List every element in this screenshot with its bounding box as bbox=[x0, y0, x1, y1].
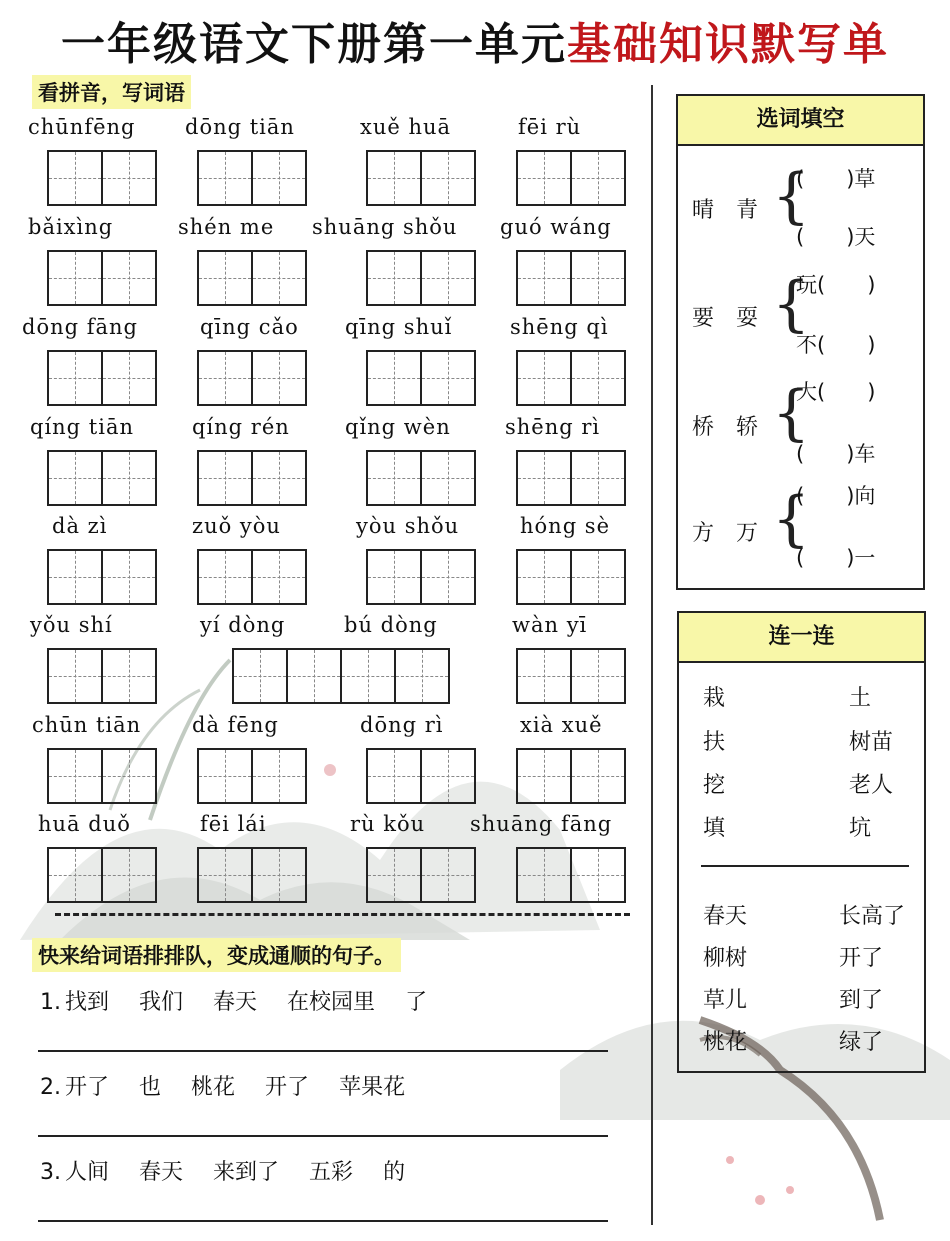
matching-box bbox=[677, 611, 926, 1073]
char-pair bbox=[692, 301, 780, 332]
char: 桥 bbox=[692, 415, 715, 440]
pinyin-row bbox=[0, 613, 650, 649]
pinyin-word: qíng tiān bbox=[30, 415, 135, 439]
writing-grid bbox=[47, 250, 155, 306]
pinyin-row bbox=[0, 315, 650, 351]
match-item[interactable]: 坑 bbox=[849, 816, 872, 841]
pinyin-word: fēi lái bbox=[200, 812, 267, 836]
writing-cell[interactable] bbox=[101, 250, 157, 306]
pinyin-word: xià xuě bbox=[520, 713, 603, 737]
writing-cell[interactable] bbox=[47, 450, 103, 506]
writing-cell[interactable] bbox=[251, 350, 307, 406]
writing-cell[interactable] bbox=[516, 450, 572, 506]
pinyin-word: rù kǒu bbox=[350, 812, 426, 836]
word: 苹果花 bbox=[339, 1075, 406, 1100]
writing-cell[interactable] bbox=[47, 847, 103, 903]
writing-cell[interactable] bbox=[570, 450, 626, 506]
writing-cell[interactable] bbox=[101, 450, 157, 506]
pinyin-word: dà zì bbox=[52, 514, 108, 538]
pinyin-word: qīng shuǐ bbox=[345, 315, 453, 339]
writing-grid bbox=[516, 648, 624, 704]
writing-cell[interactable] bbox=[570, 250, 626, 306]
pinyin-word: guó wáng bbox=[500, 215, 612, 239]
char: 青 bbox=[736, 198, 759, 223]
brace-icon: { bbox=[772, 161, 811, 231]
pinyin-word: qīng cǎo bbox=[200, 315, 299, 339]
writing-grid bbox=[197, 549, 305, 605]
writing-grid bbox=[47, 549, 155, 605]
writing-cell[interactable] bbox=[47, 350, 103, 406]
writing-grid bbox=[232, 648, 448, 704]
match-item[interactable]: 栽 bbox=[703, 686, 726, 711]
match-item[interactable]: 树苗 bbox=[849, 730, 894, 755]
matching-title: 连一连 bbox=[679, 613, 924, 663]
char: 万 bbox=[736, 521, 759, 546]
pinyin-word: qǐng wèn bbox=[345, 415, 451, 439]
writing-grid bbox=[47, 150, 155, 206]
word: 春天 bbox=[139, 1160, 184, 1185]
writing-cell[interactable] bbox=[420, 748, 476, 804]
word: 人间 bbox=[65, 1160, 110, 1185]
writing-cell[interactable] bbox=[101, 847, 157, 903]
char: 要 bbox=[692, 306, 715, 331]
pinyin-word: yǒu shí bbox=[30, 613, 113, 637]
fill-option[interactable]: 不( ) bbox=[796, 333, 876, 357]
writing-grid bbox=[366, 847, 474, 903]
pinyin-word: shēng qì bbox=[510, 315, 609, 339]
writing-cell[interactable] bbox=[251, 450, 307, 506]
pinyin-word: dōng rì bbox=[360, 713, 444, 737]
writing-cell[interactable] bbox=[366, 450, 422, 506]
pinyin-word: shēng rì bbox=[505, 415, 601, 439]
writing-cell[interactable] bbox=[101, 150, 157, 206]
writing-grid bbox=[516, 748, 624, 804]
pinyin-word: zuǒ yòu bbox=[192, 514, 281, 538]
page-title bbox=[0, 8, 950, 72]
pinyin-word: xuě huā bbox=[360, 115, 452, 139]
match-item[interactable]: 开了 bbox=[839, 946, 884, 971]
writing-cell[interactable] bbox=[366, 549, 422, 605]
fill-option[interactable]: ( )向 bbox=[796, 484, 876, 508]
fill-option[interactable]: 玩( ) bbox=[796, 273, 876, 297]
match-item[interactable]: 土 bbox=[849, 686, 872, 711]
char-pair bbox=[692, 410, 780, 441]
pinyin-word: bǎixìng bbox=[28, 215, 114, 239]
matching-divider bbox=[701, 865, 909, 867]
writing-cell[interactable] bbox=[197, 549, 253, 605]
writing-cell[interactable] bbox=[516, 350, 572, 406]
pinyin-word: fēi rù bbox=[518, 115, 582, 139]
sentence-number: 1. bbox=[40, 990, 61, 1015]
writing-cell[interactable] bbox=[101, 350, 157, 406]
pinyin-word: chūn tiān bbox=[32, 713, 142, 737]
writing-cell[interactable] bbox=[101, 648, 157, 704]
answer-line-3[interactable] bbox=[38, 1220, 608, 1222]
match-item[interactable]: 桃花 bbox=[703, 1030, 748, 1055]
writing-grid bbox=[516, 450, 624, 506]
sentence-number: 3. bbox=[40, 1160, 61, 1185]
pinyin-row bbox=[0, 415, 650, 451]
writing-cell[interactable] bbox=[197, 748, 253, 804]
pinyin-word: chūnfēng bbox=[28, 115, 136, 139]
writing-cell[interactable] bbox=[232, 648, 288, 704]
fill-option[interactable]: ( )一 bbox=[796, 546, 876, 570]
writing-grid bbox=[366, 350, 474, 406]
fill-group bbox=[678, 366, 923, 476]
writing-grid bbox=[366, 450, 474, 506]
match-item[interactable]: 柳树 bbox=[703, 946, 748, 971]
writing-cell[interactable] bbox=[570, 350, 626, 406]
writing-cell[interactable] bbox=[101, 748, 157, 804]
word: 春天 bbox=[213, 990, 258, 1015]
pinyin-word: hóng sè bbox=[520, 514, 611, 538]
char-pair bbox=[692, 516, 780, 547]
writing-cell[interactable] bbox=[340, 648, 396, 704]
fill-group bbox=[678, 259, 923, 369]
writing-cell[interactable] bbox=[570, 847, 626, 903]
writing-cell[interactable] bbox=[516, 748, 572, 804]
pinyin-row bbox=[0, 812, 650, 848]
writing-grid bbox=[47, 847, 155, 903]
word: 的 bbox=[383, 1160, 406, 1185]
writing-grid bbox=[516, 150, 624, 206]
sentence-2 bbox=[40, 1070, 435, 1101]
writing-grid bbox=[47, 648, 155, 704]
writing-cell[interactable] bbox=[366, 350, 422, 406]
writing-cell[interactable] bbox=[47, 150, 103, 206]
match-item[interactable]: 老人 bbox=[849, 773, 894, 798]
char: 晴 bbox=[692, 198, 715, 223]
writing-cell[interactable] bbox=[366, 250, 422, 306]
writing-cell[interactable] bbox=[570, 150, 626, 206]
writing-cell[interactable] bbox=[420, 350, 476, 406]
writing-cell[interactable] bbox=[286, 648, 342, 704]
writing-cell[interactable] bbox=[366, 748, 422, 804]
brace-icon: { bbox=[772, 269, 811, 339]
sentence-1 bbox=[40, 985, 457, 1016]
word: 开了 bbox=[65, 1075, 110, 1100]
sentence-number: 2. bbox=[40, 1075, 61, 1100]
pinyin-word: dà fēng bbox=[192, 713, 279, 737]
writing-grid bbox=[47, 450, 155, 506]
writing-cell[interactable] bbox=[47, 648, 103, 704]
writing-grid bbox=[197, 350, 305, 406]
pinyin-word: yòu shǒu bbox=[356, 514, 460, 538]
writing-grid bbox=[197, 450, 305, 506]
writing-cell[interactable] bbox=[420, 150, 476, 206]
writing-cell[interactable] bbox=[251, 748, 307, 804]
fill-in-box bbox=[676, 94, 925, 590]
writing-grid bbox=[516, 549, 624, 605]
char: 耍 bbox=[736, 306, 759, 331]
word: 了 bbox=[405, 990, 428, 1015]
writing-cell[interactable] bbox=[251, 549, 307, 605]
fill-group bbox=[678, 151, 923, 261]
writing-cell[interactable] bbox=[516, 648, 572, 704]
writing-cell[interactable] bbox=[251, 847, 307, 903]
word: 在校园里 bbox=[287, 990, 376, 1015]
writing-grid bbox=[366, 549, 474, 605]
char: 轿 bbox=[736, 415, 759, 440]
pinyin-row bbox=[0, 514, 650, 550]
writing-cell[interactable] bbox=[394, 648, 450, 704]
word: 也 bbox=[139, 1075, 162, 1100]
char-pair bbox=[692, 193, 780, 224]
pinyin-word: shuāng shǒu bbox=[312, 215, 458, 239]
word: 找到 bbox=[65, 990, 110, 1015]
pinyin-word: yí dòng bbox=[200, 613, 286, 637]
writing-cell[interactable] bbox=[516, 150, 572, 206]
match-item[interactable]: 长高了 bbox=[839, 904, 906, 929]
writing-grid bbox=[516, 847, 624, 903]
fill-option[interactable]: ( )草 bbox=[796, 167, 876, 191]
vertical-divider bbox=[651, 85, 653, 1225]
sentence-3 bbox=[40, 1155, 435, 1186]
answer-line-2[interactable] bbox=[38, 1135, 608, 1137]
fill-option[interactable]: ( )天 bbox=[796, 225, 876, 249]
word: 桃花 bbox=[191, 1075, 236, 1100]
writing-cell[interactable] bbox=[420, 250, 476, 306]
answer-line-1[interactable] bbox=[38, 1050, 608, 1052]
writing-cell[interactable] bbox=[251, 150, 307, 206]
match-item[interactable]: 挖 bbox=[703, 773, 726, 798]
writing-cell[interactable] bbox=[420, 450, 476, 506]
writing-grid bbox=[366, 250, 474, 306]
pinyin-word: shén me bbox=[178, 215, 275, 239]
match-item[interactable]: 春天 bbox=[703, 904, 748, 929]
writing-cell[interactable] bbox=[516, 250, 572, 306]
pinyin-word: dōng fāng bbox=[22, 315, 138, 339]
writing-cell[interactable] bbox=[197, 150, 253, 206]
writing-cell[interactable] bbox=[197, 250, 253, 306]
writing-cell[interactable] bbox=[366, 150, 422, 206]
writing-cell[interactable] bbox=[516, 847, 572, 903]
writing-cell[interactable] bbox=[47, 549, 103, 605]
section-label-pinyin: 看拼音，写词语 bbox=[32, 75, 191, 109]
match-item[interactable]: 到了 bbox=[839, 988, 884, 1013]
writing-grid bbox=[197, 150, 305, 206]
writing-cell[interactable] bbox=[47, 748, 103, 804]
char: 方 bbox=[692, 521, 715, 546]
word: 五彩 bbox=[309, 1160, 354, 1185]
dashed-divider bbox=[55, 913, 630, 916]
section-label-sentences: 快来给词语排排队，变成通顺的句子。 bbox=[32, 938, 401, 972]
writing-cell[interactable] bbox=[251, 250, 307, 306]
word: 来到了 bbox=[213, 1160, 280, 1185]
pinyin-row bbox=[0, 215, 650, 251]
brace-icon: { bbox=[772, 484, 811, 554]
writing-grid bbox=[197, 250, 305, 306]
writing-cell[interactable] bbox=[197, 847, 253, 903]
writing-cell[interactable] bbox=[570, 549, 626, 605]
title-black: 一年级语文下册第一单元 bbox=[61, 19, 567, 70]
fill-group bbox=[678, 474, 923, 584]
pinyin-word: dōng tiān bbox=[185, 115, 295, 139]
writing-cell[interactable] bbox=[570, 648, 626, 704]
fill-option[interactable]: ( )车 bbox=[796, 442, 876, 466]
pinyin-row bbox=[0, 115, 650, 151]
word: 我们 bbox=[139, 990, 184, 1015]
fill-option[interactable]: 大( ) bbox=[796, 380, 876, 404]
pinyin-word: huā duǒ bbox=[38, 812, 131, 836]
writing-cell[interactable] bbox=[366, 847, 422, 903]
writing-grid bbox=[516, 250, 624, 306]
match-item[interactable]: 扶 bbox=[703, 730, 726, 755]
pinyin-word: qíng rén bbox=[192, 415, 290, 439]
writing-grid bbox=[47, 350, 155, 406]
writing-grid bbox=[197, 748, 305, 804]
writing-cell[interactable] bbox=[420, 549, 476, 605]
writing-grid bbox=[516, 350, 624, 406]
match-item[interactable]: 绿了 bbox=[839, 1030, 884, 1055]
writing-cell[interactable] bbox=[197, 450, 253, 506]
title-red: 基础知识默写单 bbox=[567, 19, 889, 70]
word: 开了 bbox=[265, 1075, 310, 1100]
writing-cell[interactable] bbox=[197, 350, 253, 406]
match-item[interactable]: 填 bbox=[703, 816, 726, 841]
writing-grid bbox=[197, 847, 305, 903]
writing-cell[interactable] bbox=[47, 250, 103, 306]
writing-grid bbox=[47, 748, 155, 804]
fill-in-title: 选词填空 bbox=[678, 96, 923, 146]
pinyin-word: wàn yī bbox=[512, 613, 588, 637]
writing-cell[interactable] bbox=[516, 549, 572, 605]
writing-grid bbox=[366, 748, 474, 804]
match-item[interactable]: 草儿 bbox=[703, 988, 748, 1013]
pinyin-word: shuāng fāng bbox=[470, 812, 613, 836]
writing-cell[interactable] bbox=[420, 847, 476, 903]
writing-cell[interactable] bbox=[101, 549, 157, 605]
writing-grid bbox=[366, 150, 474, 206]
pinyin-word: bú dòng bbox=[344, 613, 438, 637]
writing-cell[interactable] bbox=[570, 748, 626, 804]
pinyin-row bbox=[0, 713, 650, 749]
brace-icon: { bbox=[772, 378, 811, 448]
